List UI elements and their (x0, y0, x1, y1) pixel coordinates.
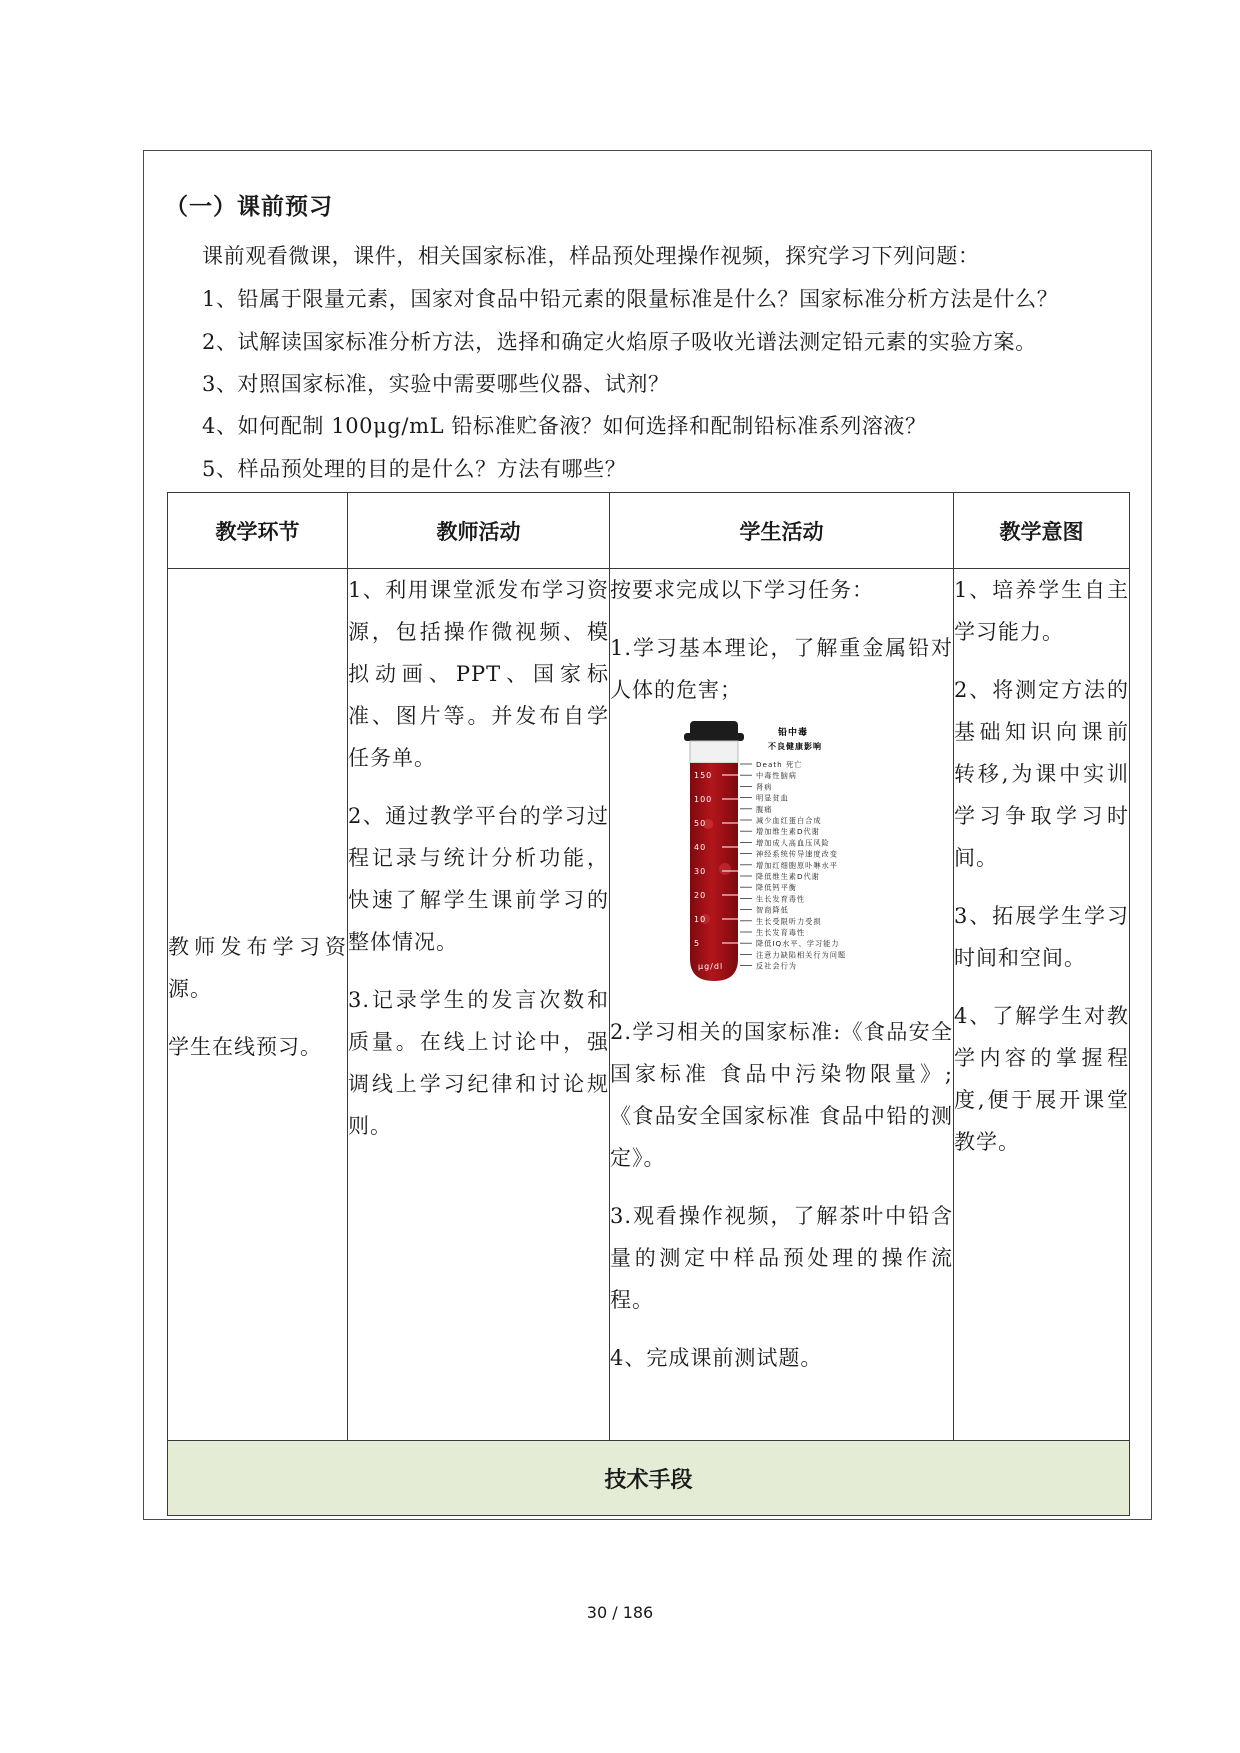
table-row (168, 569, 1130, 1441)
figure-title: 铅中毒 (778, 728, 809, 738)
effect-label: 注意力缺陷相关行为问题 (756, 950, 847, 960)
effect-label: 增加红细胞原卟啉水平 (756, 860, 838, 870)
intent-item: 2、将测定方法的基础知识向课前转移,为课中实训学习争取学习时间。 (954, 678, 1129, 870)
tube-tick-label: 50 (694, 819, 707, 828)
tube-tick-label: 20 (694, 891, 707, 900)
tube-tick-label: 150 (694, 771, 713, 780)
student-item: 1.学习基本理论，了解重金属铅对人体的危害； (610, 636, 953, 702)
effect-label: 肾病 (756, 782, 773, 792)
tube-tick-label: 10 (694, 915, 707, 924)
effect-label: 生长发育毒性 (756, 928, 806, 937)
student-cell (610, 569, 954, 1441)
student-item: 按要求完成以下学习任务： (610, 578, 874, 602)
teacher-item: 2、通过教学平台的学习过程记录与统计分析功能，快速了解学生课前学习的整体情况。 (348, 804, 609, 954)
effect-label: 生长发育毒性 (756, 894, 806, 904)
effect-label: 降低维生素D代谢 (756, 872, 820, 881)
page-separator: / (607, 1603, 623, 1622)
page-total: 186 (622, 1603, 654, 1622)
stage-cell (168, 569, 348, 1441)
page-number (0, 1603, 1240, 1622)
question-4: 4、如何配制 100μg/mL 铅标准贮备液？如何选择和配制铅标准系列溶液？ (202, 414, 927, 438)
effect-label: 反社会行为 (756, 961, 797, 971)
tube-tick-label: 30 (694, 867, 707, 876)
teacher-item: 3.记录学生的发言次数和质量。在线上讨论中，强调线上学习纪律和讨论规则。 (348, 988, 609, 1138)
header-student: 学生活动 (610, 493, 954, 569)
stage-line: 教师发布学习资源。 (168, 934, 347, 1001)
effect-label: 神经系统传导速度改变 (756, 849, 838, 859)
effect-label: 降低IQ水平、学习能力 (756, 939, 840, 949)
stage-line: 学生在线预习。 (168, 1034, 322, 1059)
effect-label: 腹痛 (756, 804, 773, 814)
student-item: 2.学习相关的国家标准:《食品安全国家标准 食品中污染物限量》;《食品安全国家标准 食品中铅的测定》。 (610, 1020, 953, 1170)
tech-means-heading: 技术手段 (168, 1441, 1130, 1516)
tube-tick-label: 5 (694, 939, 701, 948)
effect-label: 降低钙平衡 (756, 883, 797, 893)
header-stage: 教学环节 (168, 493, 348, 569)
intent-item: 3、拓展学生学习时间和空间。 (954, 904, 1129, 970)
blood-cell (719, 863, 731, 875)
question-3: 3、对照国家标准，实验中需要哪些仪器、试剂？ (202, 372, 670, 396)
question-2: 2、试解读国家标准分析方法，选择和确定火焰原子吸收光谱法测定铅元素的实验方案。 (202, 330, 1037, 354)
effect-label: 增加维生素D代谢 (756, 827, 820, 837)
figure-subtitle: 不良健康影响 (768, 742, 822, 751)
teacher-cell (348, 569, 610, 1441)
intent-cell (954, 569, 1130, 1441)
tube-glass (690, 741, 738, 763)
tube-tick-label: 40 (694, 843, 707, 852)
tube-cap-rim (684, 733, 744, 741)
effect-label: Death 死亡 (756, 760, 803, 769)
intent-item: 1、培养学生自主学习能力。 (954, 578, 1129, 644)
table-header-row (168, 493, 1130, 569)
effect-label: 增加成人高血压风险 (756, 838, 830, 848)
header-intent: 教学意图 (954, 493, 1130, 569)
header-teacher: 教师活动 (348, 493, 610, 569)
student-item: 3.观看操作视频，了解茶叶中铅含量的测定中样品预处理的操作流程。 (610, 1204, 953, 1312)
effect-label: 减少血红蛋白合成 (756, 816, 822, 825)
teacher-item: 1、利用课堂派发布学习资源，包括操作微视频、模拟动画、PPT、国家标准、图片等。并发布自学任务单。 (348, 578, 609, 770)
intent-item: 4、了解学生对教学内容的掌握程度,便于展开课堂教学。 (954, 1004, 1129, 1154)
lesson-table (167, 492, 1130, 1516)
page-current: 30 (586, 1603, 608, 1622)
effect-label: 中毒性脑病 (756, 771, 797, 781)
tube-tick-label: 100 (694, 795, 713, 804)
unit-label: μg/dl (698, 962, 724, 971)
student-item: 4、完成课前测试题。 (610, 1346, 823, 1370)
lead-poisoning-figure (670, 719, 880, 989)
question-1: 1、铅属于限量元素，国家对食品中铅元素的限量标准是什么？国家标准分析方法是什么？ (202, 287, 1059, 311)
question-5: 5、样品预处理的目的是什么？方法有哪些？ (202, 457, 627, 481)
intro-text: 课前观看微课，课件，相关国家标准，样品预处理操作视频，探究学习下列问题： (202, 244, 980, 268)
footer-row (168, 1441, 1130, 1516)
section-title: （一）课前预习 (165, 194, 333, 220)
effect-label: 智商降低 (756, 905, 789, 915)
effect-label: 明显贫血 (756, 793, 789, 803)
effect-label: 生长受限听力受损 (756, 916, 822, 926)
